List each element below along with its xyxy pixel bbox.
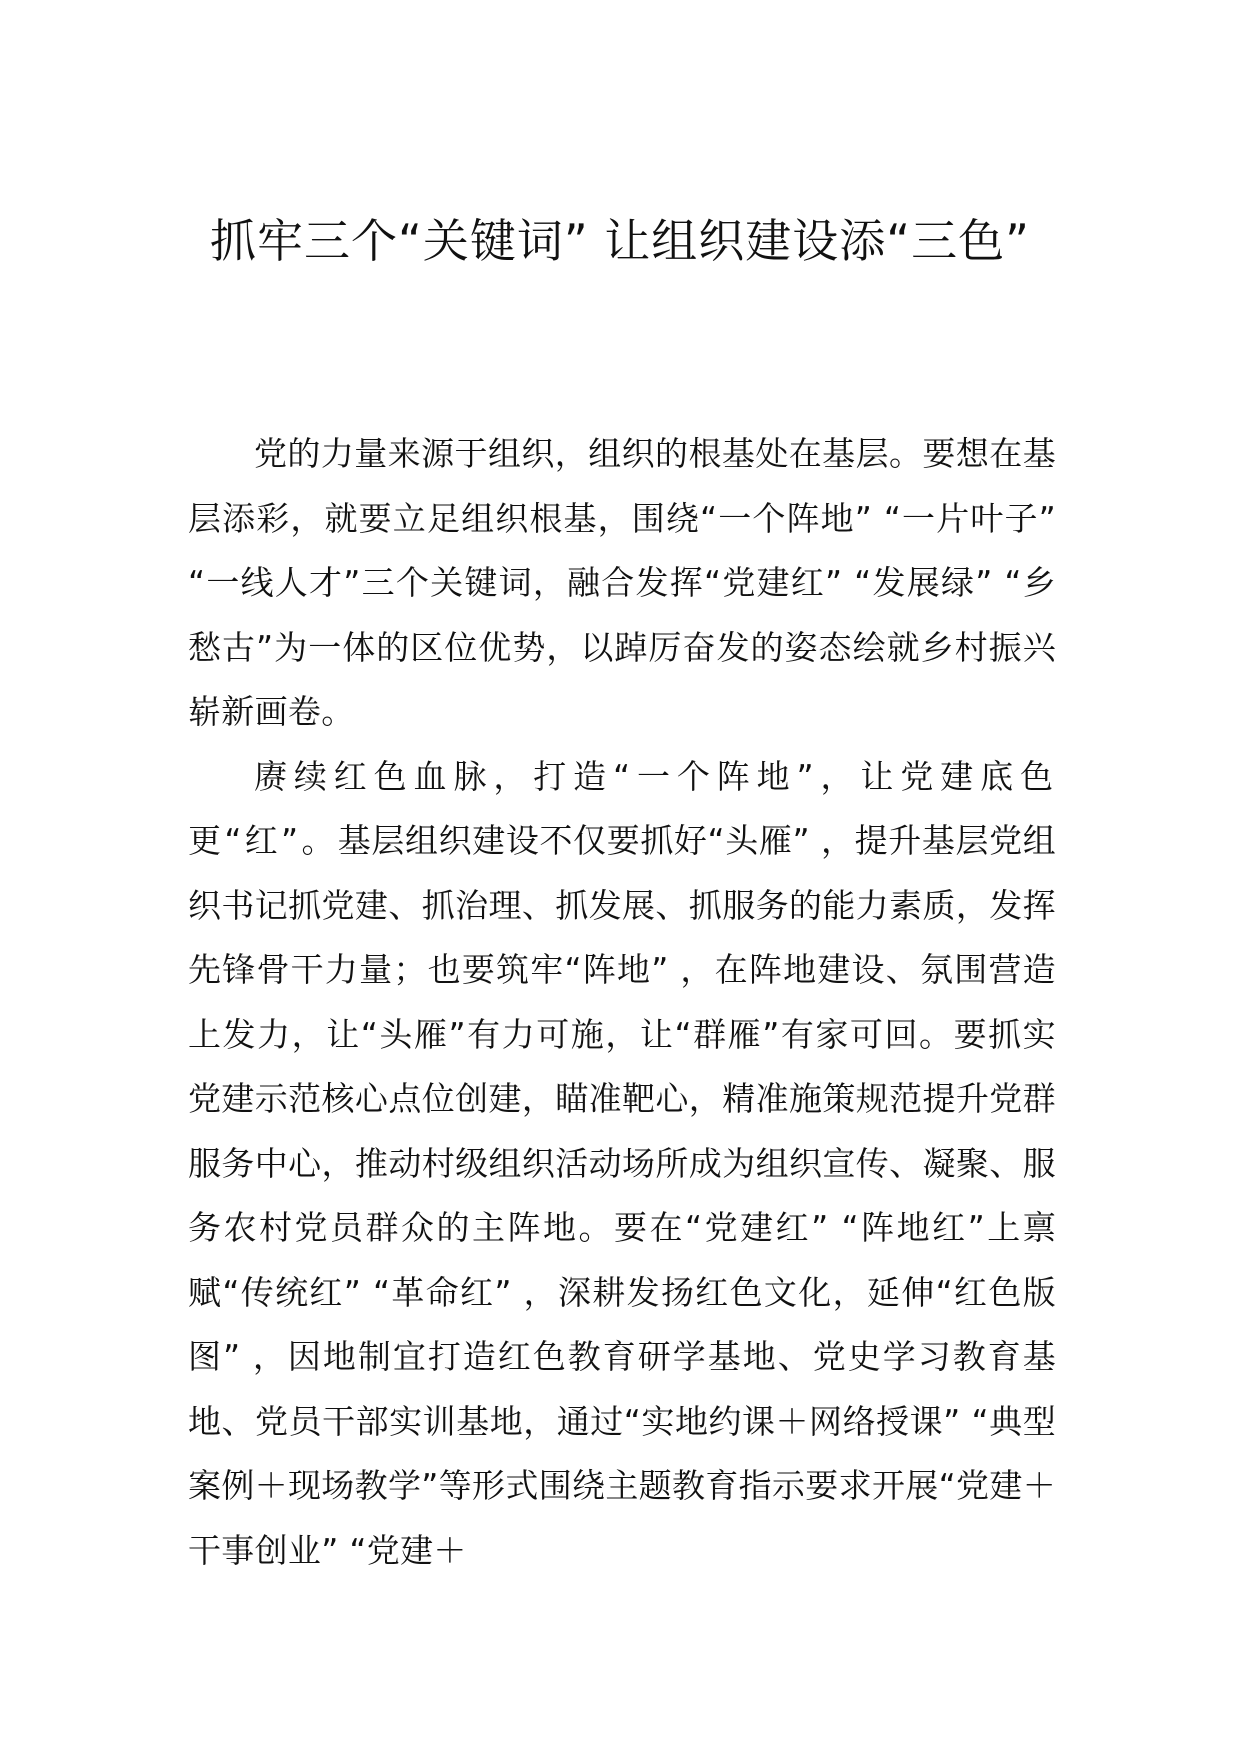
- document-body: [188, 422, 1056, 1583]
- paragraph-2: [188, 745, 1056, 1584]
- paragraph-2-lead: 赓续红色血脉，打造“一个阵地”，让党建底色更“红”。: [188, 756, 1056, 860]
- paragraph-1: [188, 422, 1056, 745]
- paragraph-1-text: 党的力量来源于组织，组织的根基处在基层。要想在基层添彩，就要立足组织根基，围绕“一个阵地” “一片叶子” “一线人才”三个关键词，融合发挥“党建红” “发展绿” “乡愁古”为一体的区位优势，以踔厉奋发的姿态绘就乡村振兴崭新画卷。: [188, 434, 1056, 731]
- document-title: 抓牢三个“关键词” 让组织建设添“三色”: [210, 214, 1030, 268]
- paragraph-2-text: 基层组织建设不仅要抓好“头雁” ，提升基层党组织书记抓党建、抓治理、抓发展、抓服务的能力素质，发挥先锋骨干力量；也要筑牢“阵地” ，在阵地建设、氛围营造上发力，让“头雁”有力可施，让“群雁”有家可回。要抓实党建示范核心点位创建，瞄准靶心，精准施策规范提升党群服务中心，推动村级组织活动场所成为组织宣传、凝聚、服务农村党员群众的主阵地。要在“党建红” “阵地红”上禀赋“传统红” “革命红” ，深耕发扬红色文化，延伸“红色版图” ，因地制宜打造红色教育研学基地、党史学习教育基地、党员干部实训基地，通过“实地约课＋网络授课” “典型案例＋现场教学”等形式围绕主题教育指示要求开展“党建＋干事创业” “党建＋: [188, 821, 1056, 1570]
